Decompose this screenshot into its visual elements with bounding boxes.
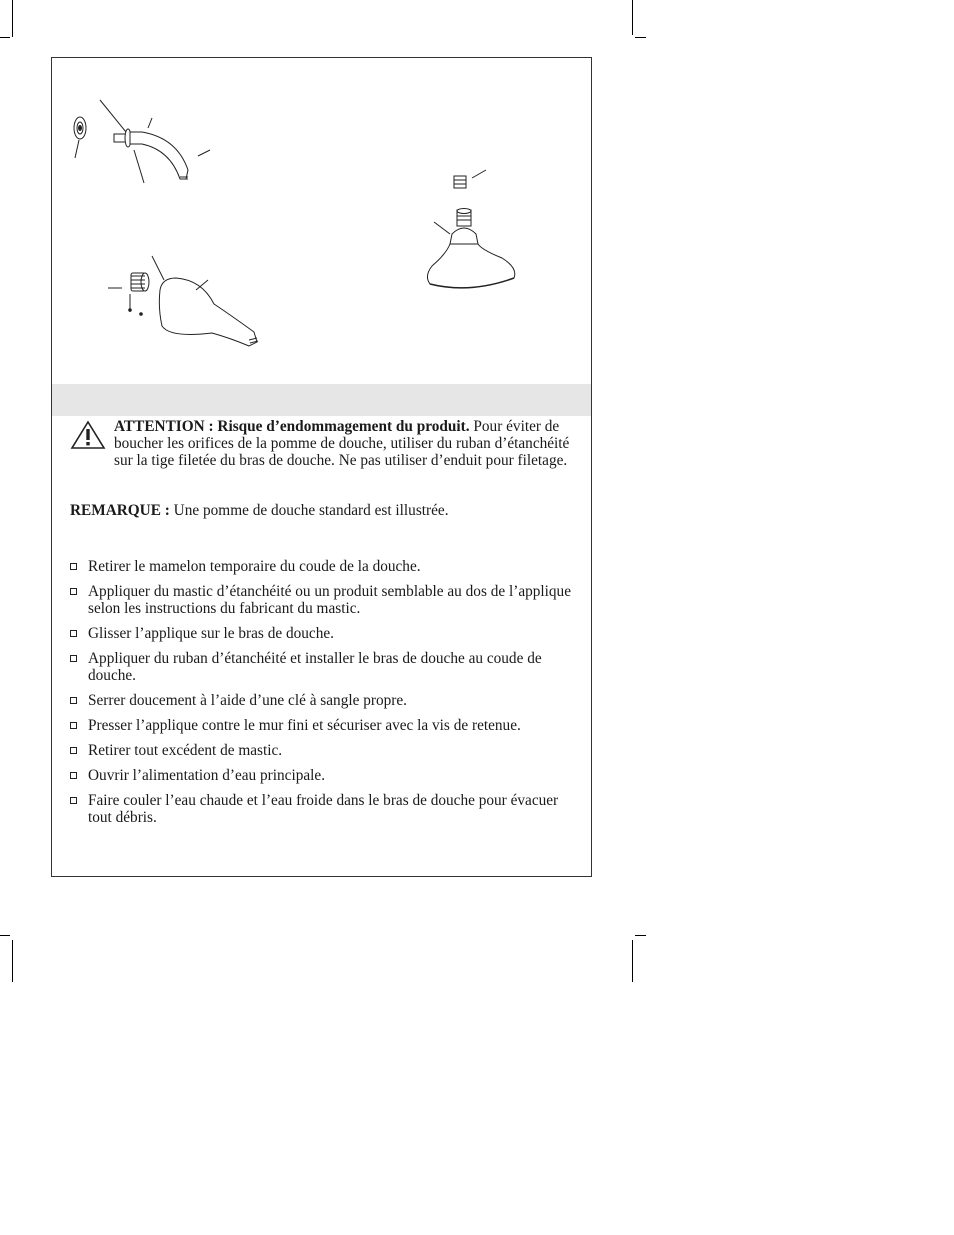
list-item: Appliquer du mastic d’étanchéité ou un produit semblable au dos de l’applique selon les instructions du fabricant du mastic. <box>70 583 575 617</box>
caution-notice <box>70 418 575 469</box>
parts-illustration <box>52 58 591 384</box>
crop-mark <box>0 37 10 38</box>
list-item: Retirer tout excédent de mastic. <box>70 742 575 759</box>
checkbox-square-icon <box>70 697 77 704</box>
list-item: Faire couler l’eau chaude et l’eau froide dans le bras de douche pour évacuer tout débris. <box>70 792 575 826</box>
list-item: Ouvrir l’alimentation d’eau principale. <box>70 767 575 784</box>
crop-mark <box>0 935 10 936</box>
checkbox-square-icon <box>70 588 77 595</box>
caution-text <box>114 418 575 469</box>
note-label: REMARQUE : <box>70 502 170 519</box>
crop-mark <box>12 940 13 982</box>
flange-drawing <box>74 117 86 158</box>
list-item: Retirer le mamelon temporaire du coude de la douche. <box>70 558 575 575</box>
warning-triangle-icon <box>70 420 106 450</box>
note-text: Une pomme de douche standard est illustrée. <box>169 502 449 519</box>
caution-lead: ATTENTION : Risque d’endommagement du produit. <box>114 418 470 435</box>
checkbox-square-icon <box>70 563 77 570</box>
checkbox-square-icon <box>70 797 77 804</box>
list-item: Serrer doucement à l’aide d’une clé à sangle propre. <box>70 692 575 709</box>
step-list <box>70 558 575 834</box>
checkbox-square-icon <box>70 722 77 729</box>
shower-head-drawing <box>427 170 514 288</box>
list-item: Glisser l’applique sur le bras de douche. <box>70 625 575 642</box>
checkbox-square-icon <box>70 630 77 637</box>
crop-mark <box>12 0 13 37</box>
instruction-panel <box>51 57 592 877</box>
checkbox-square-icon <box>70 655 77 662</box>
crop-mark <box>632 940 633 982</box>
section-header-band <box>52 384 591 416</box>
tub-spout-drawing <box>108 256 258 346</box>
list-item: Appliquer du ruban d’étanchéité et installer le bras de douche au coude de douche. <box>70 650 575 684</box>
shower-arm-drawing <box>100 100 210 183</box>
crop-mark <box>632 0 633 35</box>
crop-mark <box>635 37 646 38</box>
list-item: Presser l’applique contre le mur fini et sécuriser avec la vis de retenue. <box>70 717 575 734</box>
checkbox-square-icon <box>70 747 77 754</box>
caution-body: Pour éviter de boucher les orifices de la pomme de douche, utiliser du ruban d’étanchéité sur la tige filetée du bras de douche. Ne pas utiliser d’enduit pour filetage. <box>114 418 570 469</box>
note <box>70 502 575 519</box>
checkbox-square-icon <box>70 772 77 779</box>
crop-mark <box>635 935 646 936</box>
